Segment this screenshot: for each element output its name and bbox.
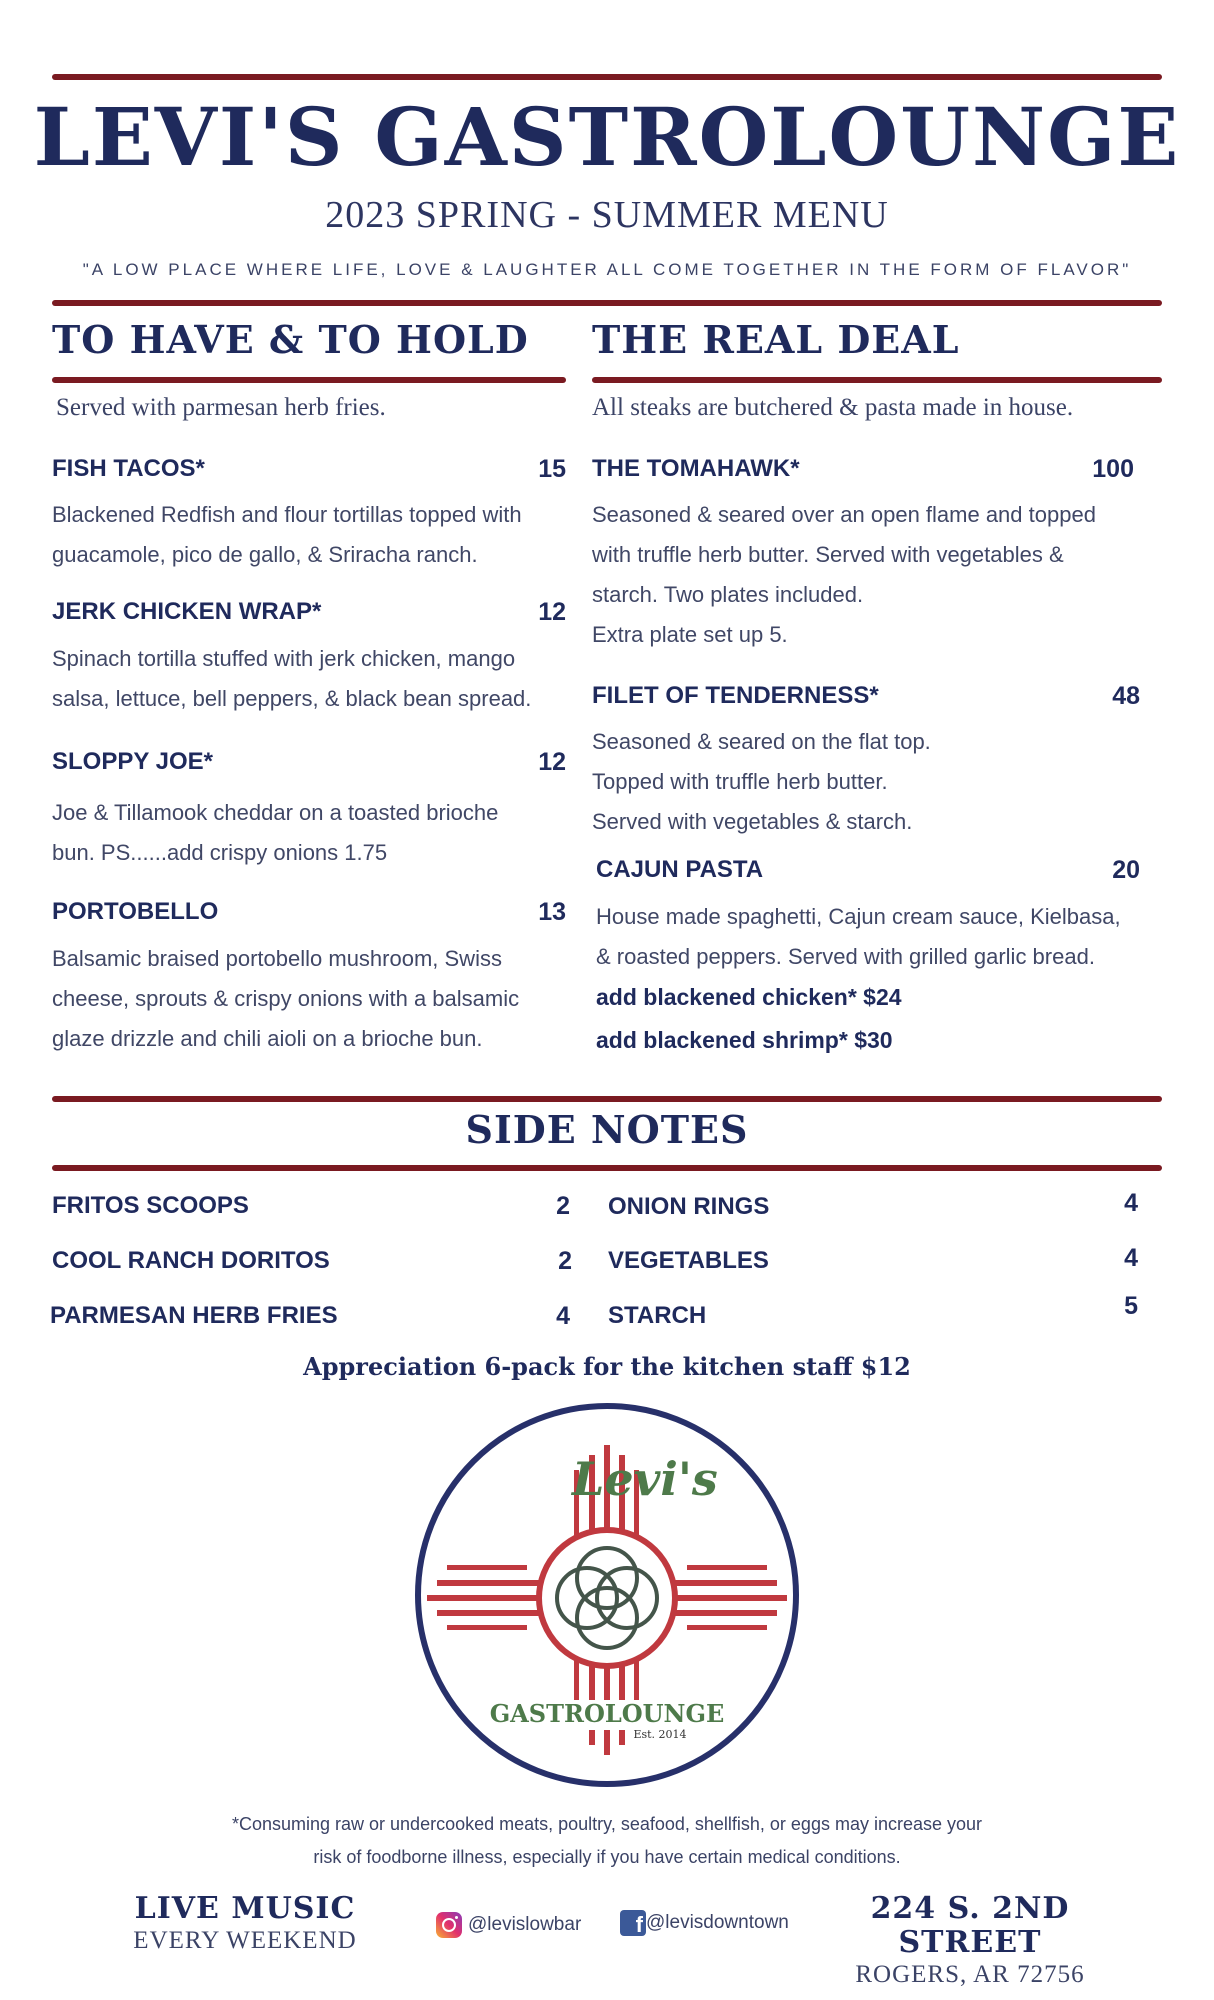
right-section-note: All steaks are butchered & pasta made in house. <box>592 394 1074 421</box>
description-line: Spinach tortilla stuffed with jerk chicken, mango <box>52 646 516 671</box>
sides-title: SIDE NOTES <box>465 1107 749 1152</box>
menu-item-name: SLOPPY JOE* <box>52 748 213 775</box>
menu-item-description <box>52 939 519 1059</box>
side-item-name: COOL RANCH DORITOS <box>52 1247 330 1274</box>
facebook-handle: @levisdowntown <box>646 1912 789 1933</box>
menu-item-description <box>52 793 498 873</box>
description-line: Served with vegetables & starch. <box>592 809 913 834</box>
menu-item-name: PORTOBELLO <box>52 898 219 925</box>
side-item-price: 4 <box>1124 1244 1138 1272</box>
side-item-price: 4 <box>556 1302 570 1330</box>
address-block <box>800 1892 1140 1990</box>
right-section-rule <box>592 377 1162 383</box>
side-item-price: 4 <box>1124 1189 1138 1217</box>
logo-name-text: GASTROLOUNGE <box>489 1699 725 1728</box>
menu-subtitle: 2023 SPRING - SUMMER MENU <box>325 194 889 236</box>
facebook-link[interactable] <box>620 1909 789 1937</box>
live-music-title: LIVE MUSIC <box>134 1891 356 1926</box>
facebook-icon: f <box>620 1910 646 1936</box>
instagram-link[interactable] <box>436 1911 581 1939</box>
menu-item-description <box>52 495 522 575</box>
addon-chicken: add blackened chicken* $24 <box>596 984 902 1010</box>
instagram-handle: @levislowbar <box>468 1914 582 1935</box>
description-line: Balsamic braised portobello mushroom, Swiss <box>52 946 502 971</box>
menu-item-price: 12 <box>538 598 566 626</box>
description-line: cheese, sprouts & crispy onions with a balsamic <box>52 986 520 1011</box>
description-line: Extra plate set up 5. <box>592 622 788 647</box>
address-city: ROGERS, AR 72756 <box>855 1961 1085 1988</box>
logo-script-text: Levi's <box>572 1452 718 1506</box>
menu-item-name: FISH TACOS* <box>52 455 205 482</box>
menu-item-name: JERK CHICKEN WRAP* <box>52 598 322 625</box>
description-line: Blackened Redfish and flour tortillas topped with <box>52 502 522 527</box>
live-music-subtitle: EVERY WEEKEND <box>133 1927 357 1954</box>
address-street: 224 S. 2ND STREET <box>870 1891 1070 1960</box>
description-line: with truffle herb butter. Served with vegetables & <box>592 542 1064 567</box>
restaurant-logo <box>412 1400 802 1790</box>
side-item-name: STARCH <box>608 1302 707 1329</box>
sides-bottom-rule <box>52 1165 1162 1171</box>
disclaimer-line: risk of foodborne illness, especially if you have certain medical conditions. <box>313 1847 901 1867</box>
menu-item-price: 48 <box>1112 682 1140 710</box>
side-item-name: ONION RINGS <box>608 1193 770 1220</box>
menu-item-name: FILET OF TENDERNESS* <box>592 682 879 709</box>
left-section-rule <box>52 377 566 383</box>
description-line: Topped with truffle herb butter. <box>592 769 888 794</box>
left-section-note: Served with parmesan herb fries. <box>56 394 386 421</box>
sides-top-rule <box>52 1096 1162 1102</box>
live-music-block <box>120 1892 370 1956</box>
disclaimer <box>0 1808 1214 1874</box>
description-line: salsa, lettuce, bell peppers, & black bean spread. <box>52 686 532 711</box>
right-section-title: THE REAL DEAL <box>592 317 960 362</box>
description-line: House made spaghetti, Cajun cream sauce, Kielbasa, <box>596 904 1121 929</box>
menu-item-price: 15 <box>538 455 566 483</box>
description-line: guacamole, pico de gallo, & Sriracha ranch. <box>52 542 478 567</box>
side-item-price: 5 <box>1124 1292 1138 1320</box>
menu-item-price: 20 <box>1112 856 1140 884</box>
menu-item-description <box>592 495 1096 655</box>
menu-item-description <box>592 722 931 842</box>
menu-item-name: THE TOMAHAWK* <box>592 455 800 482</box>
menu-item-price: 100 <box>1092 455 1134 483</box>
appreciation-note: Appreciation 6-pack for the kitchen staff $12 <box>303 1352 911 1381</box>
menu-item-description <box>52 639 531 719</box>
side-item-price: 2 <box>558 1247 572 1275</box>
left-section-title: TO HAVE & TO HOLD <box>52 317 529 362</box>
tagline: "A LOW PLACE WHERE LIFE, LOVE & LAUGHTER ALL COME TOGETHER IN THE FORM OF FLAVOR" <box>82 260 1132 279</box>
description-line: bun. PS......add crispy onions 1.75 <box>52 840 388 865</box>
menu-item-price: 13 <box>538 898 566 926</box>
restaurant-title: LEVI'S GASTROLOUNGE <box>33 90 1181 184</box>
description-line: starch. Two plates included. <box>592 582 864 607</box>
side-item-name: PARMESAN HERB FRIES <box>50 1302 338 1329</box>
header-bottom-rule <box>52 300 1162 306</box>
menu-item-price: 12 <box>538 748 566 776</box>
side-item-name: VEGETABLES <box>608 1247 769 1274</box>
top-rule <box>52 74 1162 80</box>
description-line: Seasoned & seared over an open flame and topped <box>592 502 1096 527</box>
description-line: glaze drizzle and chili aioli on a brioche bun. <box>52 1026 483 1051</box>
description-line: & roasted peppers. Served with grilled garlic bread. <box>596 944 1095 969</box>
logo-est-text: Est. 2014 <box>633 1728 687 1741</box>
side-item-name: FRITOS SCOOPS <box>52 1192 249 1219</box>
description-line: Seasoned & seared on the flat top. <box>592 729 931 754</box>
menu-item-description <box>596 897 1121 977</box>
side-item-price: 2 <box>556 1192 570 1220</box>
logo-emblem <box>412 1400 802 1790</box>
addon-shrimp: add blackened shrimp* $30 <box>596 1027 893 1053</box>
description-line: Joe & Tillamook cheddar on a toasted brioche <box>52 800 499 825</box>
disclaimer-line: *Consuming raw or undercooked meats, poultry, seafood, shellfish, or eggs may increase your <box>231 1814 983 1834</box>
instagram-icon <box>436 1912 462 1938</box>
menu-item-name: CAJUN PASTA <box>596 856 764 883</box>
